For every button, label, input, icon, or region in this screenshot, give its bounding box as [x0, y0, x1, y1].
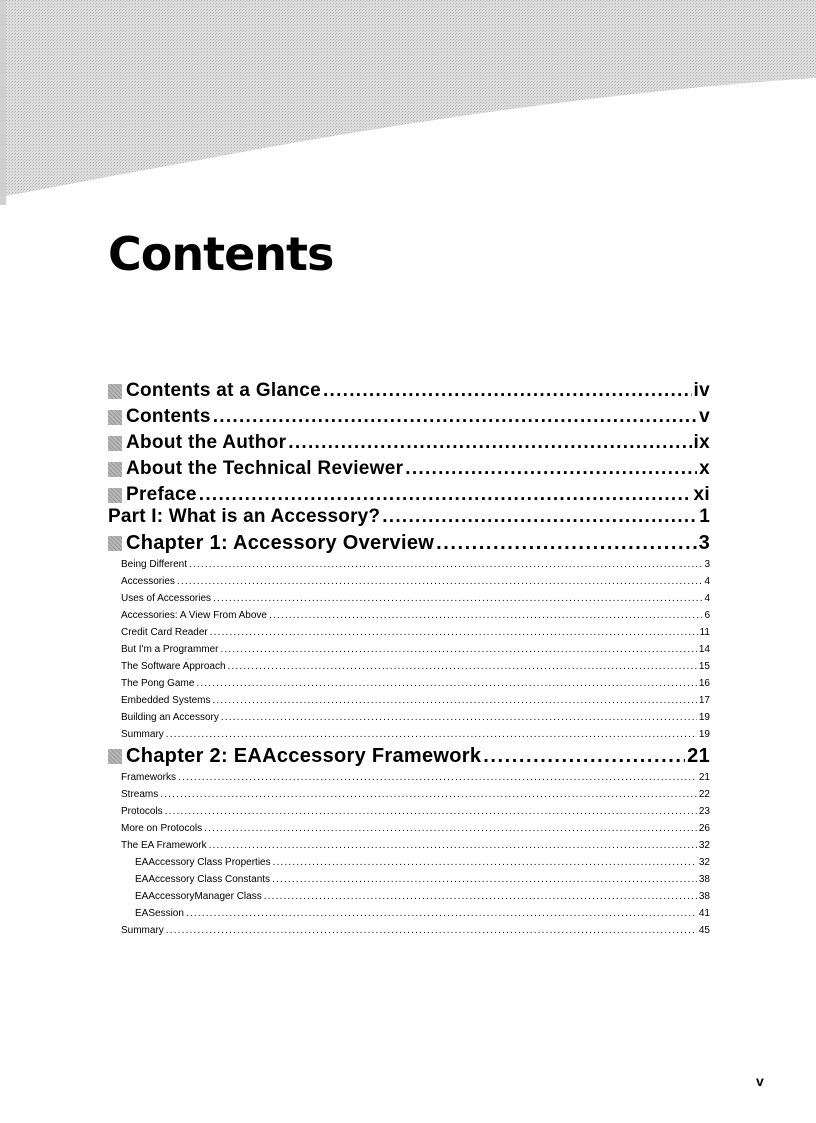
toc-page: 19: [698, 712, 710, 723]
toc-label: More on Protocols: [121, 823, 203, 834]
dot-leader: [273, 854, 697, 871]
toc-page: iv: [693, 380, 710, 401]
toc-label: The Software Approach: [121, 661, 226, 672]
gray-square-icon: [108, 536, 122, 551]
dot-leader: [204, 820, 697, 837]
dot-leader: [436, 530, 696, 556]
toc-page: 14: [698, 644, 710, 655]
toc-section[interactable]: [108, 803, 710, 820]
toc-section[interactable]: [108, 726, 710, 743]
dot-leader: [213, 404, 697, 430]
toc-section[interactable]: [108, 641, 710, 658]
toc-page: 22: [698, 789, 710, 800]
toc-label: But I'm a Programmer: [121, 644, 219, 655]
dot-leader: [178, 769, 697, 786]
dot-leader: [213, 692, 697, 709]
toc-page: 41: [698, 908, 710, 919]
dot-leader: [221, 641, 697, 658]
toc-page: 16: [698, 678, 710, 689]
toc-page: ix: [693, 432, 710, 453]
toc-section[interactable]: [108, 675, 710, 692]
toc-label: Part I: What is an Accessory?: [108, 506, 381, 527]
dot-leader: [166, 726, 697, 743]
toc-page: xi: [693, 484, 710, 505]
toc-label: Chapter 2: EAAccessory Framework: [126, 745, 482, 767]
toc-page: 4: [704, 576, 710, 587]
gray-square-icon: [108, 462, 122, 477]
toc-page: 38: [698, 891, 710, 902]
page-number: v: [756, 1073, 764, 1089]
toc-label: About the Technical Reviewer: [126, 458, 404, 479]
toc-label: Embedded Systems: [121, 695, 211, 706]
dot-leader: [209, 837, 697, 854]
dot-leader: [272, 871, 697, 888]
toc-section[interactable]: [108, 590, 710, 607]
toc-page: 21: [698, 772, 710, 783]
toc-section[interactable]: [108, 709, 710, 726]
toc-label: Protocols: [121, 806, 163, 817]
toc-subsection[interactable]: [108, 854, 710, 871]
toc-entry-contents-at-a-glance[interactable]: [108, 378, 710, 404]
toc-subsection[interactable]: [108, 905, 710, 922]
toc-page: 21: [687, 745, 710, 767]
toc-section[interactable]: [108, 607, 710, 624]
gray-square-icon: [108, 410, 122, 425]
toc-section[interactable]: [108, 658, 710, 675]
dot-leader: [177, 573, 703, 590]
toc-page: 45: [698, 925, 710, 936]
dot-leader: [483, 743, 685, 769]
gray-square-icon: [108, 384, 122, 399]
toc-page: 1: [699, 506, 710, 527]
dot-leader: [166, 922, 697, 939]
toc-page: 32: [698, 857, 710, 868]
toc-entry-chapter-1[interactable]: [108, 530, 710, 556]
toc-page: 26: [698, 823, 710, 834]
toc-label: Summary: [121, 729, 164, 740]
dot-leader: [210, 624, 698, 641]
gray-square-icon: [108, 749, 122, 764]
toc-page: 3: [704, 559, 710, 570]
toc-page: 19: [698, 729, 710, 740]
toc-label: Summary: [121, 925, 164, 936]
gray-square-icon: [108, 436, 122, 451]
toc-label: Accessories: [121, 576, 175, 587]
toc-label: Preface: [126, 484, 197, 505]
toc-label: The EA Framework: [121, 840, 207, 851]
toc-page: 15: [698, 661, 710, 672]
toc-label: Accessories: A View From Above: [121, 610, 267, 621]
toc-entry-about-the-technical-reviewer[interactable]: [108, 456, 710, 482]
dot-leader: [196, 675, 697, 692]
toc-page: 4: [704, 593, 710, 604]
toc-label: Uses of Accessories: [121, 593, 212, 604]
dot-leader: [288, 430, 691, 456]
toc-page: x: [699, 458, 710, 479]
toc-page: 17: [698, 695, 710, 706]
toc-page: 6: [704, 610, 710, 621]
toc-page: 38: [698, 874, 710, 885]
toc-section[interactable]: [108, 769, 710, 786]
toc-section[interactable]: [108, 692, 710, 709]
gray-square-icon: [108, 488, 122, 503]
toc-label: EAAccessory Class Constants: [135, 874, 271, 885]
toc-page: 32: [698, 840, 710, 851]
dot-leader: [269, 607, 702, 624]
dot-leader: [382, 504, 697, 530]
toc-section[interactable]: [108, 922, 710, 939]
toc-section[interactable]: [108, 556, 710, 573]
dot-leader: [213, 590, 702, 607]
toc-entry-part-1[interactable]: [108, 504, 710, 530]
toc-section[interactable]: [108, 786, 710, 803]
toc-entry-chapter-2[interactable]: [108, 743, 710, 769]
toc-label: The Pong Game: [121, 678, 195, 689]
toc-subsection[interactable]: [108, 871, 710, 888]
toc-label: Frameworks: [121, 772, 177, 783]
toc-section[interactable]: [108, 837, 710, 854]
toc-label: Credit Card Reader: [121, 627, 208, 638]
dot-leader: [160, 786, 697, 803]
toc-label: Contents: [126, 406, 211, 427]
toc-subsection[interactable]: [108, 888, 710, 905]
toc-page: 23: [698, 806, 710, 817]
toc-page: v: [699, 406, 710, 427]
toc-label: Being Different: [121, 559, 187, 570]
toc-entry-contents[interactable]: [108, 404, 710, 430]
part-list: [108, 504, 710, 939]
toc-section[interactable]: [108, 573, 710, 590]
dot-leader: [405, 456, 697, 482]
toc-entry-about-the-author[interactable]: [108, 430, 710, 456]
dot-leader: [165, 803, 697, 820]
toc-section[interactable]: [108, 624, 710, 641]
dot-leader: [264, 888, 697, 905]
toc-page: 11: [699, 627, 710, 638]
page-title: Contents: [108, 227, 334, 281]
front-matter-list: [108, 378, 710, 508]
dot-leader: [228, 658, 697, 675]
toc-section[interactable]: [108, 820, 710, 837]
toc-label: Building an Accessory: [121, 712, 219, 723]
toc-label: Contents at a Glance: [126, 380, 321, 401]
dot-leader: [189, 556, 702, 573]
toc-label: Chapter 1: Accessory Overview: [126, 532, 435, 554]
toc-label: About the Author: [126, 432, 287, 453]
header-graphic: [0, 0, 816, 215]
toc-page: 3: [698, 532, 710, 554]
dot-leader: [221, 709, 697, 726]
toc-label: Streams: [121, 789, 159, 800]
toc-label: EAAccessoryManager Class: [135, 891, 262, 902]
dot-leader: [323, 378, 692, 404]
toc-label: EAAccessory Class Properties: [135, 857, 271, 868]
dot-leader: [186, 905, 697, 922]
toc-label: EASession: [135, 908, 184, 919]
